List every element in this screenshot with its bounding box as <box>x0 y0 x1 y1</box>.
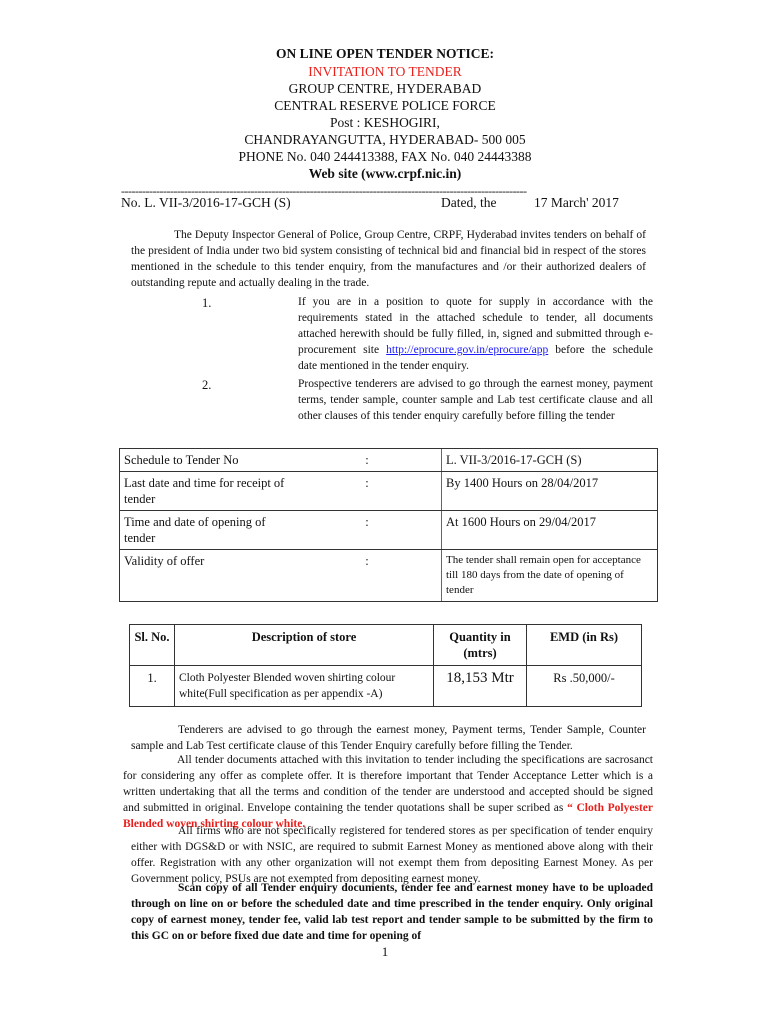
schedule-label: Validity of offer <box>120 550 294 602</box>
dashed-divider: -------------------------------------------------------------------------------------------------------------------- <box>121 186 527 196</box>
address-line-4: CHANDRAYANGUTTA, HYDERABAD- 500 005 <box>244 132 526 147</box>
cell-emd: Rs .50,000/- <box>527 666 642 707</box>
header-description: Description of store <box>175 625 434 666</box>
store-table <box>129 624 642 707</box>
body-paragraph-4: Scan copy of all Tender enquiry documents, tender fee and earnest money have to be uploaded through on line on or before the scheduled date and time prescribed in the tender enquiry. Only original copy of earnest money, tender fee, valid lab test report and tender sample to be submitted by the firm to this GC on or before fixed due date and time for opening of <box>131 882 653 942</box>
schedule-separator: : <box>293 550 442 602</box>
dated-label: Dated, the <box>441 195 497 210</box>
schedule-separator: : <box>293 511 442 550</box>
invitation-title: INVITATION TO TENDER <box>308 64 462 79</box>
page-number: 1 <box>381 944 389 959</box>
header-quantity: Quantity in (mtrs) <box>434 625 527 666</box>
schedule-value: The tender shall remain open for acceptance till 180 days from the date of opening of tender <box>442 550 658 602</box>
address-line-2: CENTRAL RESERVE POLICE FORCE <box>274 98 496 113</box>
eprocure-link[interactable]: http://eprocure.gov.in/eprocure/app <box>386 344 549 356</box>
table-row <box>120 449 658 472</box>
body-paragraph-3: All firms who are not specifically registered for tendered stores as per specification of tender enquiry either with DGS&D or with NSIC, are required to submit Earnest Money as mentioned above along with their offer. Registration with any other organization will not exempt them from depositing Earnest Money. As per Government policy, PSUs are not exempted from depositing earnest money. <box>131 825 653 885</box>
intro-paragraph: The Deputy Inspector General of Police, Group Centre, CRPF, Hyderabad invites tenders on behalf of the president of India under two bid system consisting of technical bid and financial bid in respect of the stores mentioned in the schedule to this tender enquiry, from the manufactures and /or their authorized dealers of outstanding repute and actually dealing in the trade. <box>131 229 646 289</box>
notice-title: ON LINE OPEN TENDER NOTICE: <box>275 46 495 61</box>
table-row <box>120 472 658 511</box>
schedule-separator: : <box>293 472 442 511</box>
superscription-text: “ Cloth Polyester Blended woven shirting colour white. <box>123 802 653 830</box>
cell-sl-no: 1. <box>130 666 175 707</box>
header-sl-no: Sl. No. <box>130 625 175 666</box>
body-paragraph-1: Tenderers are advised to go through the earnest money, Payment terms, Tender Sample, Counter sample and Lab Test certificate clause of this Tender Enquiry carefully before filling the Tender. <box>131 724 646 752</box>
body-paragraph-2: All tender documents attached with this invitation to tender including the specifications are sacrosanct for considering any offer as complete offer. It is therefore important that Tender Acceptance Letter which is a written undertaking that all the terms and condition of the tender are understood and accepted should be signed and submitted in original. Envelope containing the tender quotations shall be super scribed as “ Cloth Polyester Blended woven shirting colour white. <box>123 754 653 830</box>
website-line: Web site (www.crpf.nic.in) <box>308 166 462 181</box>
schedule-value: At 1600 Hours on 29/04/2017 <box>442 511 658 550</box>
schedule-label: Time and date of opening of tender <box>120 511 294 550</box>
schedule-label: Schedule to Tender No <box>120 449 294 472</box>
reference-number: No. L. VII-3/2016-17-GCH (S) <box>121 195 291 210</box>
table-row <box>130 666 642 707</box>
phone-fax-line: PHONE No. 040 244413388, FAX No. 040 24443388 <box>238 149 532 164</box>
point-2-number: 2. <box>202 378 212 392</box>
header-emd: EMD (in Rs) <box>527 625 642 666</box>
cell-quantity: 18,153 Mtr <box>434 666 527 707</box>
point-2-text: Prospective tenderers are advised to go through the earnest money, payment terms, tender sample, counter sample and Lab test certificate clause and all other clauses of this tender enquiry carefully before filling the tender <box>298 378 653 422</box>
cell-description: Cloth Polyester Blended woven shirting colour white(Full specification as per appendix -A) <box>175 666 434 707</box>
address-line-1: GROUP CENTRE, HYDERABAD <box>288 81 482 96</box>
schedule-separator: : <box>293 449 442 472</box>
schedule-value: By 1400 Hours on 28/04/2017 <box>442 472 658 511</box>
schedule-label: Last date and time for receipt of tender <box>120 472 294 511</box>
table-row <box>120 511 658 550</box>
point-1-number: 1. <box>202 296 212 310</box>
schedule-value: L. VII-3/2016-17-GCH (S) <box>442 449 658 472</box>
schedule-table <box>119 448 658 602</box>
address-line-3: Post : KESHOGIRI, <box>330 115 440 130</box>
table-row <box>120 550 658 602</box>
reference-date: 17 March' 2017 <box>534 195 619 210</box>
point-1-text: If you are in a position to quote for supply in accordance with the requirements stated in the attached schedule to tender, all documents attached herewith should be fully filled, in, signed and submitted through e-procurement site http://eprocure.gov.in/eprocure/app before the schedule date mentioned in the tender enquiry. <box>298 296 653 372</box>
table-header-row <box>130 625 642 666</box>
